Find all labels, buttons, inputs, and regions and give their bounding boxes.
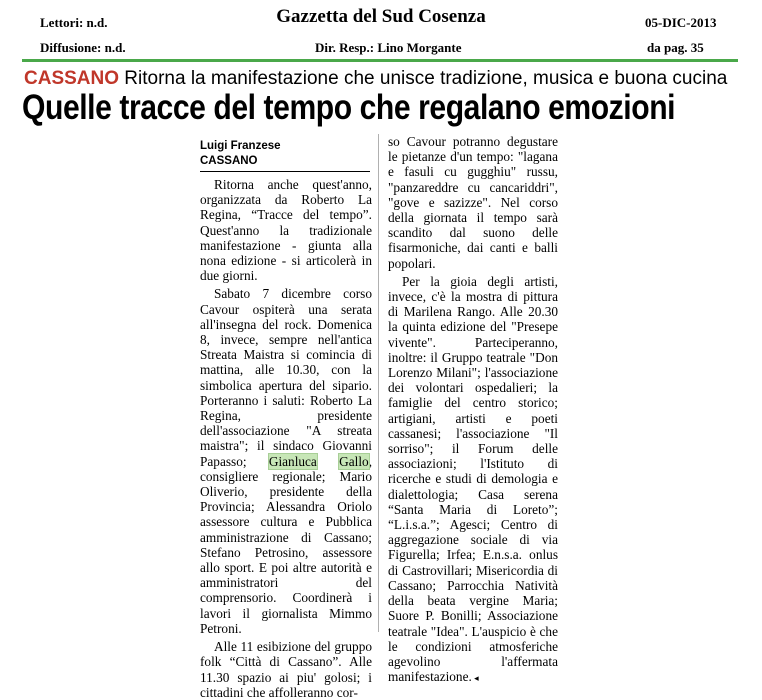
- publication-title: Gazzetta del Sud Cosenza: [276, 6, 486, 27]
- kicker-tag: CASSANO: [24, 68, 120, 89]
- article-column-1: [200, 177, 372, 700]
- paragraph: [388, 274, 558, 686]
- paragraph: Ritorna anche quest'anno, organizzata da Roberto La Regina, “Tracce del tempo”. Quest'anno la tradizionale manifestazione - giunta alla nona edizione - si articolerà in due giorni.: [200, 177, 372, 284]
- paragraph-text: Sabato 7 dicembre corso Cavour ospiterà una serata all'insegna del rock. Domenica 8, invece, sempre nell'antica Streata Maistra si comincia di mattina, alle 10.30, con la simbolica apertura del sipario. Porteranno i saluti: Roberto La Regina, presidente dell'associazione "A streata maistra"; il sindaco Giovanni Papasso;: [200, 286, 372, 469]
- readers-label: Lettori: n.d.: [40, 15, 108, 30]
- paragraph: Alle 11 esibizione del gruppo folk “Città di Cassano”. Alle 11.30 spazio ai piu' golosi; i cittadini che affolleranno cor-: [200, 639, 372, 700]
- page-label: da pag. 35: [647, 40, 704, 55]
- paragraph-text: Per la gioia degli artisti, invece, c'è la mostra di pittura di Marilena Rango. Alle 20.30 la quinta edizione del "Presepe vivente". Parteciperanno, inoltre: il Gruppo teatrale "Don Lorenzo Milani"; l'associazione dei volontari ospedalieri; la famiglie del centro storico; artigiani, artisti e poeti cassanesi; l'associazione "Il sorriso"; il Forum delle associazioni; l'Istituto di ricerche e studi di demologia e dialettologia; Casa serena “Santa Maria di Loreto”; “L.i.s.a.”; Agesci; Centro di aggregazione sociale di via Figurella; Irfea; E.n.s.a. onlus di Castrovillari; Misericordia di Cassano; Parrocchia Natività della beata vergine Maria; Suore P. Bonilli; Associazione teatrale "Idea". L'auspicio è che le condizioni atmosferiche agevolino l'affermata manifestazione.: [388, 273, 558, 685]
- paragraph: [200, 286, 372, 636]
- header-divider: [22, 59, 738, 62]
- dateline-location: CASSANO: [200, 155, 258, 167]
- byline: [200, 139, 281, 169]
- end-of-article-icon: ◂: [471, 673, 479, 684]
- kicker-text: Ritorna la manifestazione che unisce tradizione, musica e buona cucina: [119, 68, 728, 89]
- byline-divider: [200, 171, 370, 172]
- paragraph-text: , consigliere regionale; Mario Oliverio, presidente della Provincia; Alessandra Oriolo assessore cultura e Pubblica amministrazione di Cassano; Stefano Petrosino, assessore allo sport. E poi altre autorità e amministratori del comprensorio. Coordinerà i lavori il giornalista Mimmo Petroni.: [200, 453, 373, 636]
- publication-date: 05-DIC-2013: [645, 15, 717, 30]
- paragraph: so Cavour potranno degustare le pietanze d'un tempo: "lagana e fasuli cu gugghiu" russu, "panzareddre cu cancariddri", "gove e sazizze". Nel corso della giornata il tempo sarà scandito dal suono delle fisarmoniche, dai canti e balli popolari.: [388, 134, 558, 271]
- article-kicker: [24, 68, 727, 90]
- circulation-label: Diffusione: n.d.: [40, 40, 126, 55]
- director-label: Dir. Resp.: Lino Morgante: [315, 40, 462, 55]
- column-divider: [378, 134, 379, 632]
- article-column-2: [388, 134, 558, 686]
- highlighted-surname: Gallo: [339, 453, 369, 469]
- article-headline: Quelle tracce del tempo che regalano emozioni: [22, 88, 676, 127]
- author-name: Luigi Franzese: [200, 140, 281, 152]
- highlighted-name: Gianluca: [268, 453, 317, 469]
